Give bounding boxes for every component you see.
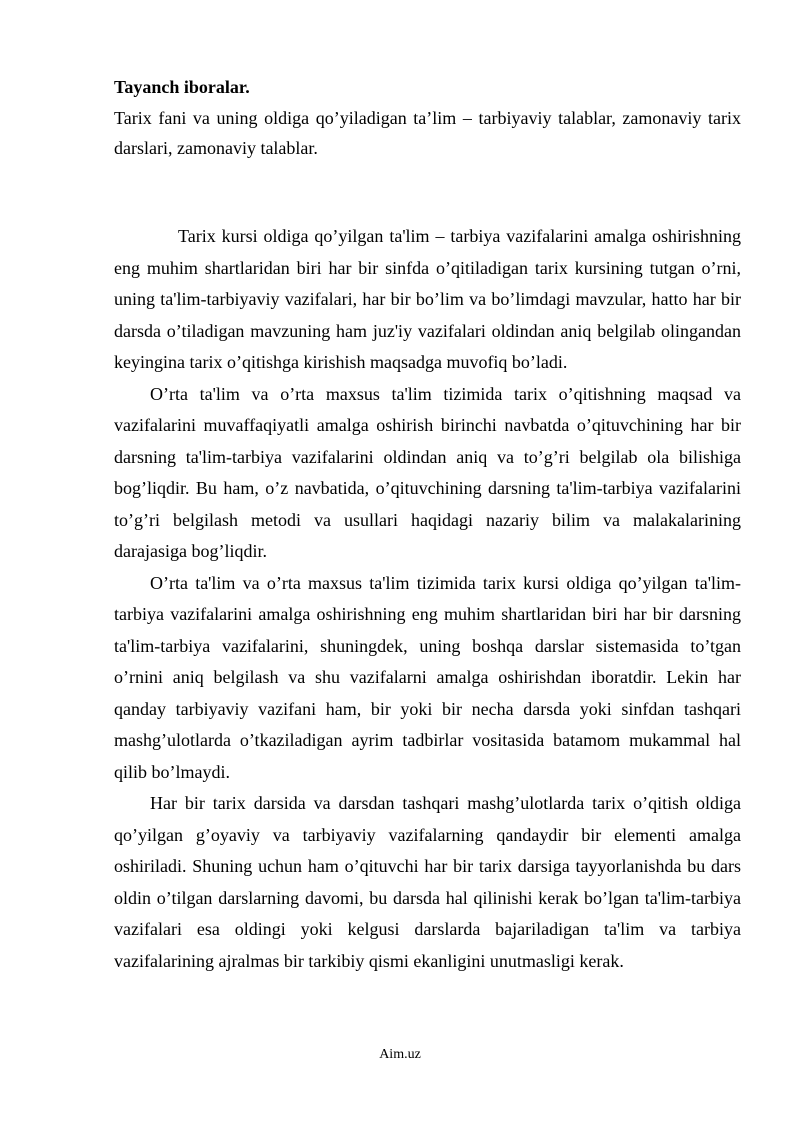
paragraph-3: O’rta ta'lim va o’rta maxsus ta'lim tizimida tarix kursi oldiga qo’yilgan ta'lim-tarbiya vazifalarini amalga oshirishning eng muhim shartlaridan biri har bir darsning ta'lim-tarbiya vazifalarini, shuningdek, uning boshqa darslar sistemasida to’tgan o’rnini aniq belgilash va shu vazifalarni amalga oshirishdan iboratdir. Lekin har qanday tarbiyaviy vazifani ham, bir yoki bir necha darsda yoki sinfdan tashqari mashg’ulotlarda o’tkaziladigan ayrim tadbirlar vositasida batamom mukammal hal qilib bo’lmaydi. (114, 572, 741, 782)
page-heading: Tayanch iboralar. (114, 77, 250, 97)
paragraph-2: O’rta ta'lim va o’rta maxsus ta'lim tizimida tarix o’qitishning maqsad va vazifalarini muvaffaqiyatli amalga oshirish birinchi navbatda o’qituvchining har bir darsning ta'lim-tarbiya vazifalarini oldindan aniq va to’g’ri belgilab ola bilishiga bog’liqdir. Bu ham, o’z navbatida, o’qituvchining darsning ta'lim-tarbiya vazifalarini to’g’ri belgilash metodi va usullari haqidagi nazariy bilim va malakalarining darajasiga bog’liqdir. (114, 383, 741, 561)
document-page (114, 76, 741, 977)
spacer (114, 163, 741, 221)
paragraph-4: Har bir tarix darsida va darsdan tashqari mashg’ulotlarda tarix o’qitish oldiga qo’yilgan g’oyaviy va tarbiyaviy vazifalarning qandaydir bir elementi amalga oshiriladi. Shuning uchun ham o’qituvchi har bir tarix darsiga tayyorlanishda bu dars oldin o’tilgan darslarning davomi, bu darsda hal qilinishi kerak bo’lgan ta'lim-tarbiya vazifalari esa oldingi yoki kelgusi darslarda bajariladigan ta'lim va tarbiya vazifalarining ajralmas bir tarkibiy qismi ekanligini unutmasligi kerak. (114, 793, 741, 971)
page-footer: Aim.uz (379, 1047, 421, 1062)
paragraph-1: Tarix kursi oldiga qo’yilgan ta'lim – tarbiya vazifalarini amalga oshirishning eng muhim shartlaridan biri har bir sinfda o’qitiladigan tarix kursining tutgan o’rni, uning ta'lim-tarbiyaviy vazifalari, har bir bo’lim va bo’limdagi mavzular, hatto har bir darsda o’tiladigan mavzuning ham juz'iy vazifalari oldindan aniq belgilab olingandan keyingina tarix o’qitishga kirishish maqsadga muvofiq bo’ladi. (114, 226, 741, 372)
keywords-text: Tarix fani va uning oldiga qo’yiladigan ta’lim – tarbiyaviy talablar, zamonaviy tarix darslari, zamonaviy talablar. (114, 108, 741, 158)
